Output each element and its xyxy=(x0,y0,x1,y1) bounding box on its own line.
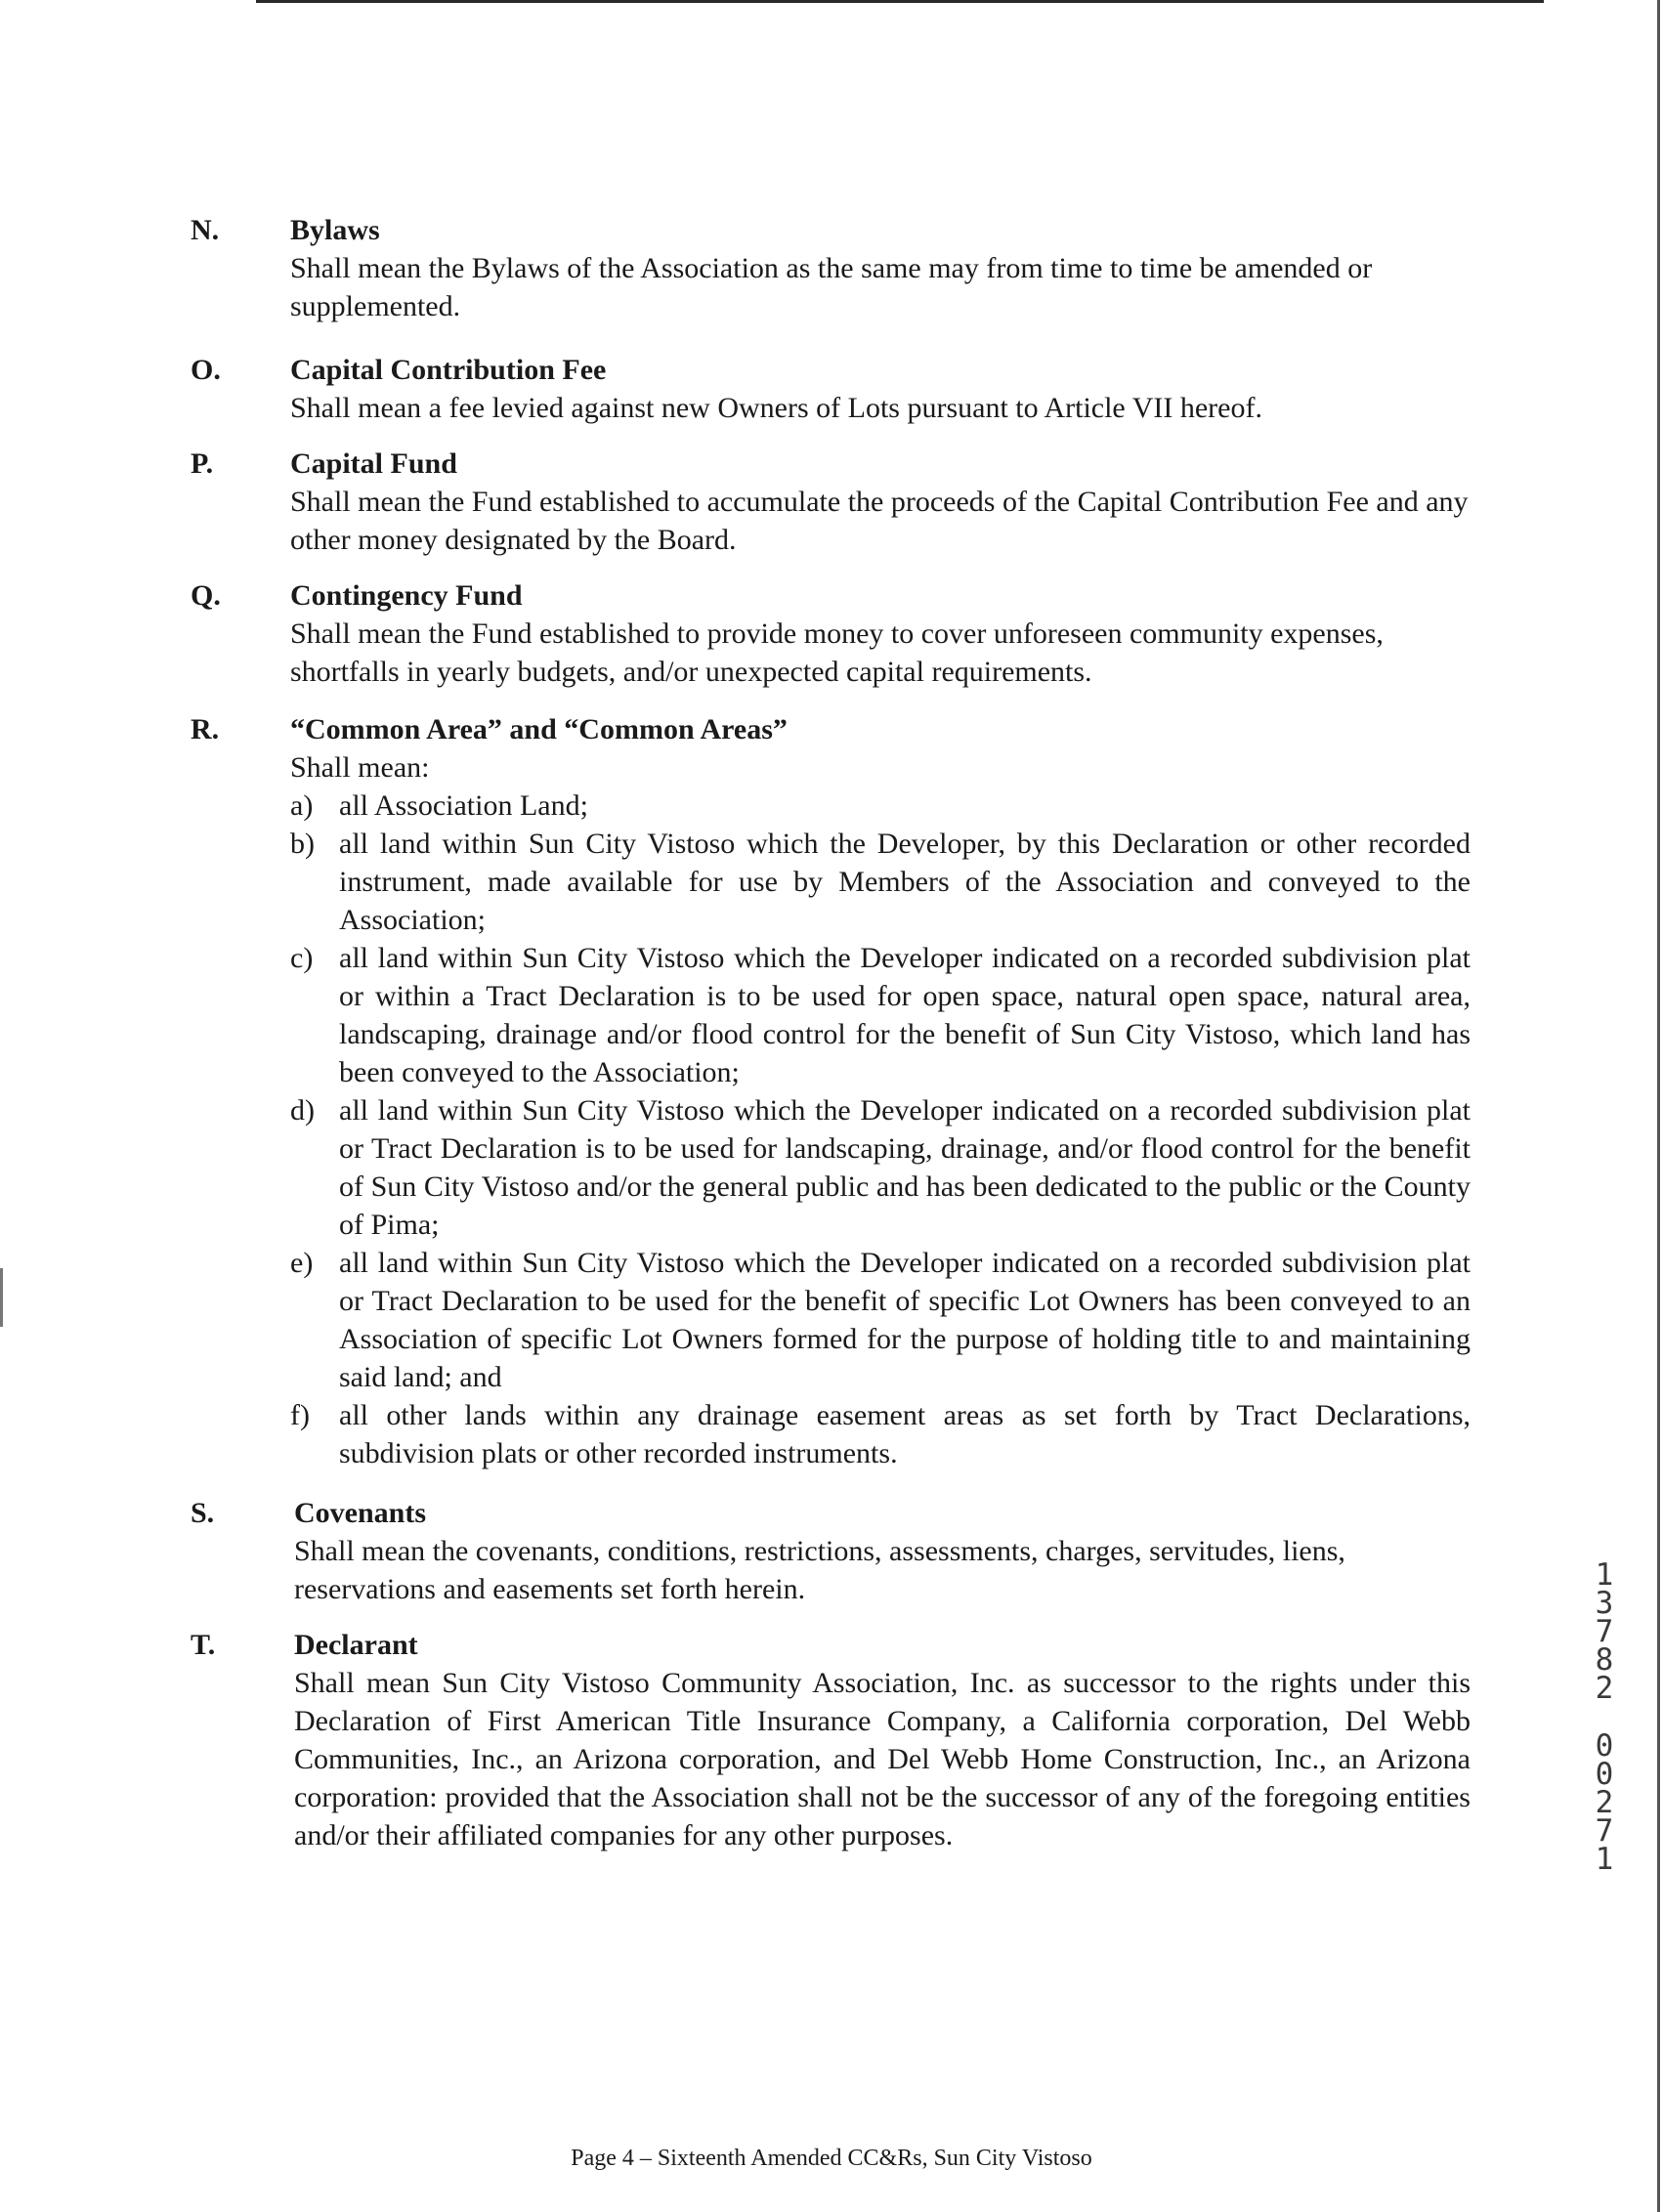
section-title: Capital Contribution Fee xyxy=(290,354,607,386)
section-letter: O. xyxy=(191,354,221,386)
section-n xyxy=(191,211,1471,325)
list-item xyxy=(290,1091,1471,1244)
section-q xyxy=(191,576,1471,691)
list-item-mark: f) xyxy=(290,1399,310,1431)
stamp-digit: 2 xyxy=(1595,1671,1614,1706)
list-item xyxy=(290,1396,1471,1472)
stamp-digit: 1 xyxy=(1595,1557,1614,1593)
stamp-digit: 3 xyxy=(1595,1586,1614,1621)
footer-text: Page 4 – Sixteenth Amended CC&Rs, Sun City Vistoso xyxy=(571,2146,1092,2171)
section-body: Shall mean the Bylaws of the Association as the same may from time to time be amended or supplemented. xyxy=(290,252,1373,322)
list-item-text: all land within Sun City Vistoso which the Developer, by this Declaration or other recorded instrument, made available for use by Members of the Association and conveyed to the Association; xyxy=(339,828,1471,936)
stamp-digit: 0 xyxy=(1595,1728,1614,1764)
list-item-mark: e) xyxy=(290,1247,314,1279)
list-item xyxy=(290,825,1471,939)
list-item-mark: d) xyxy=(290,1094,315,1127)
stamp-digit: 7 xyxy=(1595,1614,1614,1649)
list-item-mark: c) xyxy=(290,942,314,974)
section-body: Shall mean a fee levied against new Owners of Lots pursuant to Article VII hereof. xyxy=(290,392,1262,424)
list-item-text: all Association Land; xyxy=(339,789,588,822)
section-title: Covenants xyxy=(294,1497,427,1529)
stamp-digit: 7 xyxy=(1595,1813,1614,1849)
recording-number-stamp xyxy=(1587,1557,1622,1877)
section-body: Shall mean the covenants, conditions, restrictions, assessments, charges, servitudes, liens, reservations and easements set forth herein. xyxy=(294,1535,1345,1605)
list-item xyxy=(290,939,1471,1091)
section-r xyxy=(191,710,1471,1472)
section-body: Shall mean the Fund established to provide money to cover unforeseen community expenses, shortfalls in yearly budgets, and/or unexpected capital requirements. xyxy=(290,617,1384,688)
section-letter: N. xyxy=(191,214,220,246)
document-body xyxy=(191,211,1471,1854)
list-item-mark: a) xyxy=(290,789,314,822)
section-title: Bylaws xyxy=(290,214,380,246)
list-item xyxy=(290,1244,1471,1396)
stamp-digit: 8 xyxy=(1595,1642,1614,1678)
section-t xyxy=(191,1626,1471,1854)
section-body: Shall mean: xyxy=(290,751,430,784)
section-letter: T. xyxy=(191,1629,216,1661)
stamp-digit: 2 xyxy=(1595,1785,1614,1820)
section-p xyxy=(191,445,1471,559)
top-scan-rule xyxy=(256,0,1544,3)
section-letter: S. xyxy=(191,1497,215,1529)
section-title: Contingency Fund xyxy=(290,579,523,612)
section-letter: R. xyxy=(191,713,220,745)
page-footer xyxy=(0,2146,1663,2172)
stamp-digit: 1 xyxy=(1595,1842,1614,1877)
list-item xyxy=(290,787,1471,825)
list-item-text: all land within Sun City Vistoso which the Developer indicated on a recorded subdivision plat or Tract Declaration is to be used for landscaping, drainage, and/or flood control for the benefit of Sun City Vistoso and/or the general public and has been dedicated to the public or the County of Pima; xyxy=(339,1094,1471,1241)
section-title: Capital Fund xyxy=(290,447,457,480)
section-o xyxy=(191,351,1471,427)
list-item-text: all land within Sun City Vistoso which the Developer indicated on a recorded subdivision plat or within a Tract Declaration is to be used for open space, natural open space, natural area, landscaping, drainage and/or flood control for the benefit of Sun City Vistoso, which land has been conveyed to the Association; xyxy=(339,942,1471,1088)
section-letter: P. xyxy=(191,447,214,480)
section-body: Shall mean the Fund established to accumulate the proceeds of the Capital Contribution Fee and any other money designated by the Board. xyxy=(290,486,1469,556)
stamp-digit: 0 xyxy=(1595,1757,1614,1792)
list-item-mark: b) xyxy=(290,828,315,860)
list-item-text: all other lands within any drainage easement areas as set forth by Tract Declarations, subdivision plats or other recorded instruments. xyxy=(339,1399,1471,1469)
section-letter: Q. xyxy=(191,579,221,612)
section-title: “Common Area” and “Common Areas” xyxy=(290,713,788,745)
section-body: Shall mean Sun City Vistoso Community Association, Inc. as successor to the rights under this Declaration of First American Title Insurance Company, a California corporation, Del Webb Communities, Inc., an Arizona corporation, and Del Webb Home Construction, Inc., an Arizona corporation: provided that the Association shall not be the successor of any of the foregoing entities and/or their affiliated companies for any other purposes. xyxy=(294,1667,1471,1851)
right-scan-edge xyxy=(1657,0,1660,2212)
section-title: Declarant xyxy=(294,1629,418,1661)
common-area-list xyxy=(290,787,1471,1472)
left-scan-mark xyxy=(0,1268,3,1327)
section-s xyxy=(191,1494,1471,1608)
list-item-text: all land within Sun City Vistoso which the Developer indicated on a recorded subdivision plat or Tract Declaration to be used for the benefit of specific Lot Owners has been conveyed to an Association of specific Lot Owners formed for the purpose of holding title to and maintaining said land; and xyxy=(339,1247,1471,1393)
